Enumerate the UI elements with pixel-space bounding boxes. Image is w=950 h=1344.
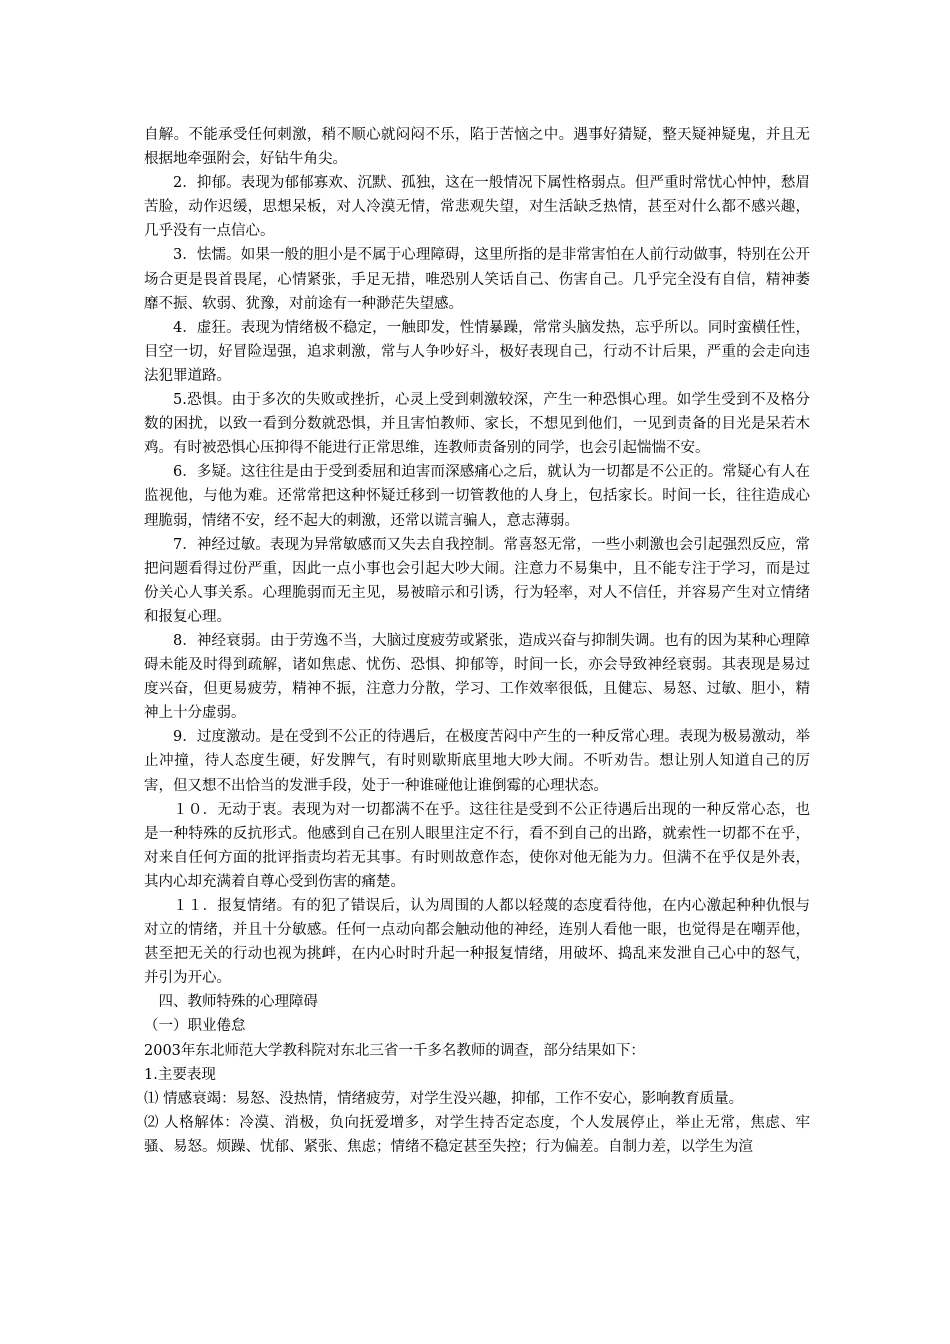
paragraph-item-5-fear: 5.恐惧。由于多次的失败或挫折，心灵上受到刺激较深，产生一种恐惧心理。如学生受到不及格分数的困扰，以致一看到分数就恐惧，并且害怕教师、家长，不想见到他们，一见到责备的目光是呆若木鸡。有时被恐惧心压抑得不能进行正常思维，连教师责备别的同学，也会引起惴惴不安。 (144, 392, 810, 457)
section-heading: 四、教师特殊的心理障碍 (158, 994, 318, 1011)
survey-intro: 2003年东北师范大学教科院对东北三省一千多名教师的调查，部分结果如下： (144, 1042, 645, 1059)
paragraph-item-3-timidity: 3．怯懦。如果一般的胆小是不属于心理障碍，这里所指的是非常害怕在人前行动做事，特别在公开场合更是畏首畏尾，心情紧张，手足无措，唯恐别人笑话自己、伤害自己。几乎完全没有自信，精神萎靡不振、软弱、犹豫，对前途有一种渺茫失望感。 (144, 247, 810, 312)
list-item-emotional-exhaustion: ⑴ 情感衰竭：易怒、没热情，情绪疲劳，对学生没兴趣，抑郁，工作不安心，影响教育质量。 (144, 1090, 744, 1107)
list-heading: 1.主要表现 (144, 1066, 216, 1083)
subsection-heading: （一）职业倦怠 (144, 1018, 246, 1035)
paragraph-intro-continuation: 自解。不能承受任何刺激，稍不顺心就闷闷不乐，陷于苦恼之中。遇事好猜疑，整天疑神疑鬼，并且无根据地牵强附会，好钻牛角尖。 (144, 127, 810, 168)
list-item-depersonalization: ⑵ 人格解体：冷漠、消极，负向抚爱增多，对学生持否定态度，个人发展停止，举止无常，焦虑、牢骚、易怒。烦躁、忧郁、紧张、焦虑；情绪不稳定甚至失控；行为偏差。自制力差，以学生为渲 (144, 1114, 810, 1155)
paragraph-item-8-neurasthenia: 8．神经衰弱。由于劳逸不当，大脑过度疲劳或紧张，造成兴奋与抑制失调。也有的因为某种心理障碍未能及时得到疏解，诸如焦虑、忧伤、恐惧、抑郁等，时间一长，亦会导致神经衰弱。其表现是易过度兴奋，但更易疲劳，精神不振，注意力分散，学习、工作效率很低，且健忘、易怒、过敏、胆小，精神上十分虚弱。 (144, 632, 810, 722)
paragraph-item-11-revenge: １１．报复情绪。有的犯了错误后，认为周围的人都以轻蔑的态度看待他，在内心激起种种仇恨与对立的情绪，并且十分敏感。任何一点动向都会触动他的神经，连别人看他一眼，也觉得是在嘲弄他，甚至把无关的行动也视为挑衅，在内心时时升起一种报复情绪，用破坏、捣乱来发泄自己心中的怒气，并引为开心。 (144, 898, 810, 987)
paragraph-item-2-depression: 2．抑郁。表现为郁郁寡欢、沉默、孤独，这在一般情况下属性格弱点。但严重时常忧心忡忡，愁眉苦脸，动作迟缓，思想呆板，对人冷漠无情，常悲观失望，对生活缺乏热情，甚至对什么都不感兴趣，几乎没有一点信心。 (144, 175, 810, 240)
paragraph-item-9-overexcitement: 9．过度激动。是在受到不公正的待遇后，在极度苦闷中产生的一种反常心理。表现为极易激动，举止冲撞，待人态度生硬，好发脾气，有时则歇斯底里地大吵大闹。不听劝告。想让别人知道自己的厉害，但又想不出恰当的发泄手段，处于一种谁碰他让谁倒霉的心理状态。 (144, 729, 810, 794)
document-page (144, 123, 810, 1159)
paragraph-item-6-suspicion: 6．多疑。这往往是由于受到委屈和迫害而深感痛心之后，就认为一切都是不公正的。常疑心有人在监视他，与他为难。还常常把这种怀疑迁移到一切管教他的人身上，包括家长。时间一长，往往造成心理脆弱，情绪不安，经不起大的刺激，还常以谎言骗人，意志薄弱。 (144, 464, 810, 529)
paragraph-item-4-mania: 4．虚狂。表现为情绪极不稳定，一触即发，性情暴躁，常常头脑发热，忘乎所以。同时蛮横任性，目空一切，好冒险逞强，追求刺激，常与人争吵好斗，极好表现自己，行动不计后果，严重的会走向违法犯罪道路。 (144, 319, 810, 384)
paragraph-item-7-oversensitivity: 7．神经过敏。表现为异常敏感而又失去自我控制。常喜怒无常，一些小刺激也会引起强烈反应，常把问题看得过份严重，因此一点小事也会引起大吵大闹。注意力不易集中，且不能专注于学习，而是过份关心人事关系。心理脆弱而无主见，易被暗示和引诱，行为轻率，对人不信任，并容易产生对立情绪和报复心理。 (144, 536, 810, 625)
paragraph-item-10-indifference: １０．无动于衷。表现为对一切都满不在乎。这往往是受到不公正待遇后出现的一种反常心态，也是一种特殊的反抗形式。他感到自己在别人眼里注定不行，看不到自己的出路，就索性一切都不在乎，对来自任何方面的批评指责均若无其事。有时则故意作态，使你对他无能为力。但满不在乎仅是外表，其内心却充满着自尊心受到伤害的痛楚。 (144, 801, 810, 890)
